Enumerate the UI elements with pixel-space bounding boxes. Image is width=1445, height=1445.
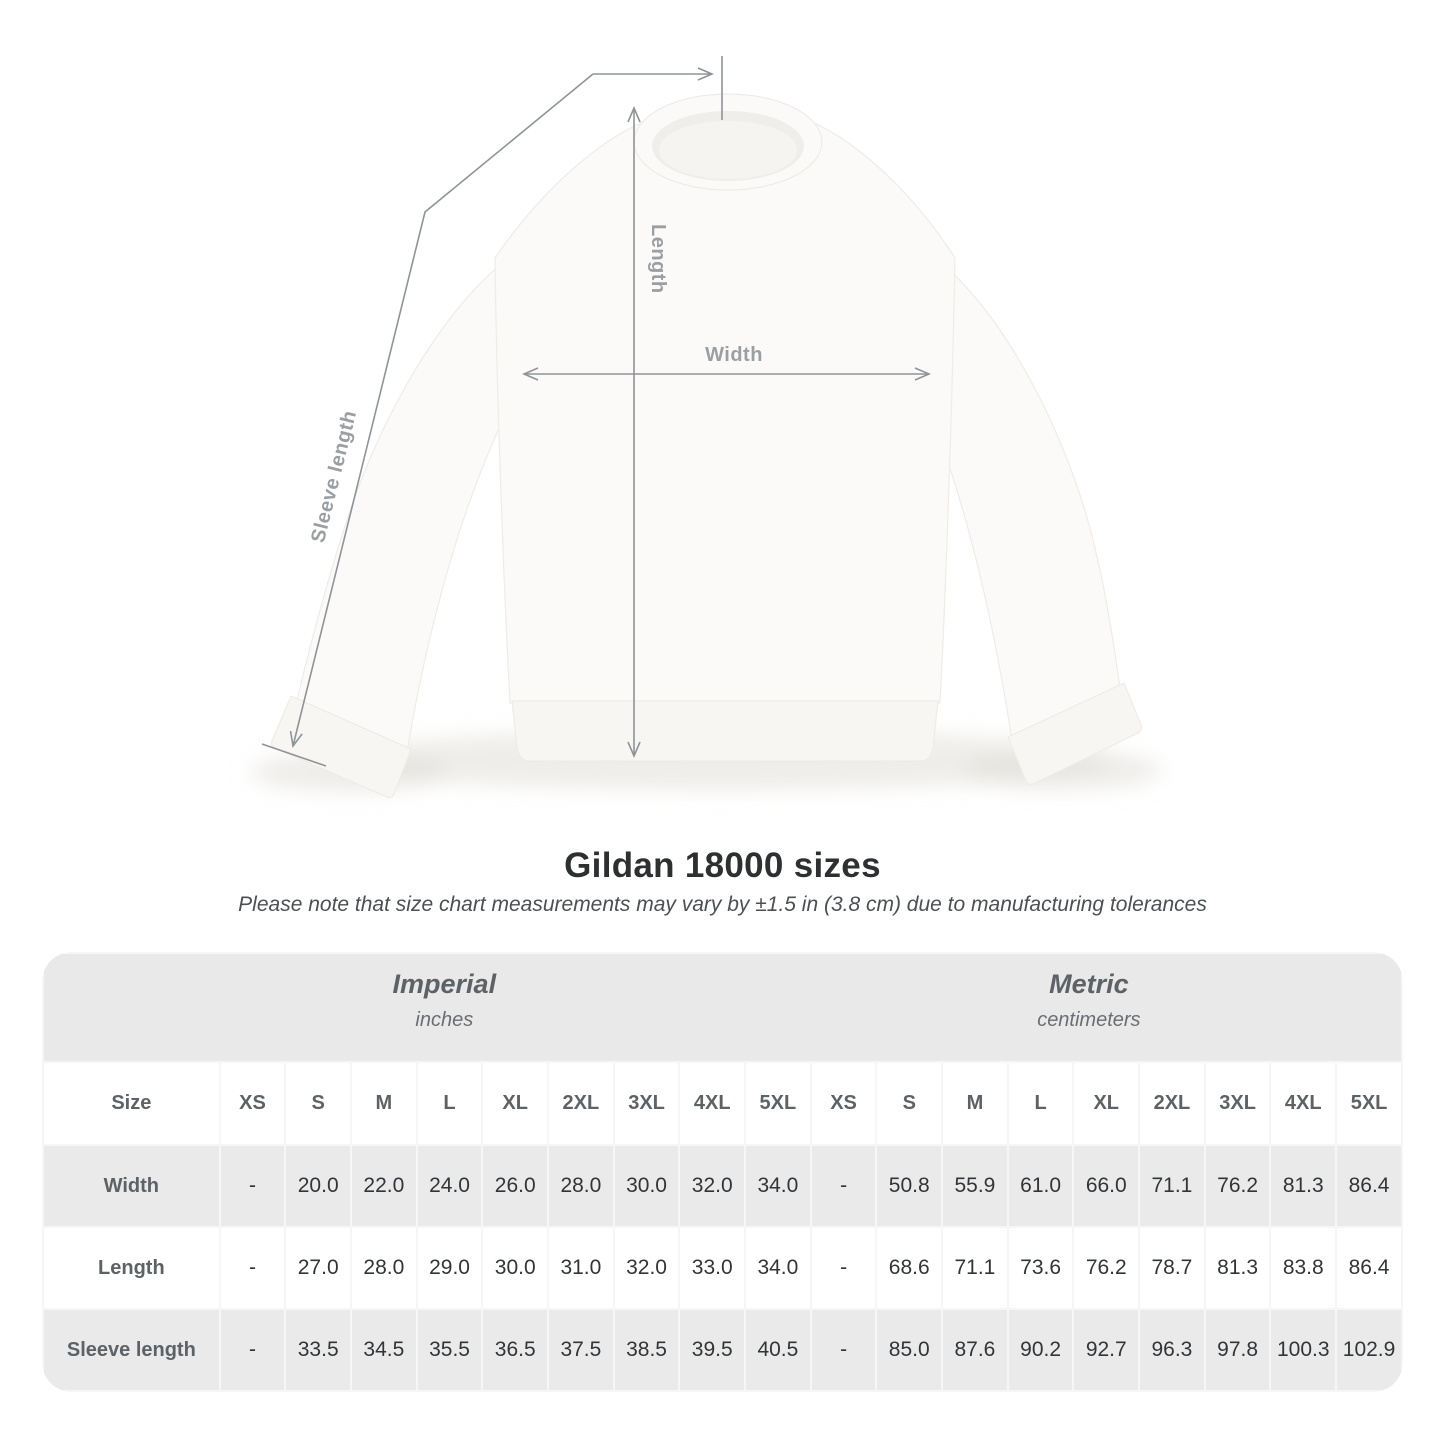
metric-title: Metric: [1049, 969, 1129, 999]
hem-band: [512, 701, 938, 761]
value-cell: 27.0: [285, 1227, 351, 1309]
row-label: Sleeve length: [43, 1309, 220, 1391]
value-cell: 96.3: [1139, 1309, 1205, 1391]
row-label: Width: [43, 1145, 220, 1227]
value-cell: 34.5: [351, 1309, 417, 1391]
size-header-cell: 2XL: [548, 1062, 614, 1145]
size-header-row: [43, 1062, 1402, 1145]
sleeve-length-label: Sleeve length: [307, 408, 362, 545]
size-header-cell: XL: [482, 1062, 548, 1145]
value-cell: 36.5: [482, 1309, 548, 1391]
size-header-cell: S: [876, 1062, 942, 1145]
size-header-cell: 4XL: [679, 1062, 745, 1145]
value-cell: 76.2: [1073, 1227, 1139, 1309]
value-cell: 37.5: [548, 1309, 614, 1391]
width-label: Width: [705, 344, 763, 366]
value-cell: 100.3: [1270, 1309, 1336, 1391]
value-cell: 39.5: [679, 1309, 745, 1391]
size-header-cell: XS: [811, 1062, 877, 1145]
value-cell: 86.4: [1336, 1145, 1402, 1227]
size-header-cell: S: [285, 1062, 351, 1145]
unit-group-metric: [804, 969, 1374, 1032]
value-cell: -: [220, 1145, 286, 1227]
page-title: Gildan 18000 sizes: [564, 846, 881, 885]
size-header-cell: 5XL: [1336, 1062, 1402, 1145]
size-header-cell: 2XL: [1139, 1062, 1205, 1145]
metric-unit: centimeters: [1037, 1009, 1141, 1031]
value-cell: 87.6: [942, 1309, 1008, 1391]
size-header-cell: L: [1008, 1062, 1074, 1145]
size-header-cell: XS: [220, 1062, 286, 1145]
value-cell: 20.0: [285, 1145, 351, 1227]
value-cell: 40.5: [745, 1309, 811, 1391]
value-cell: -: [811, 1145, 877, 1227]
value-cell: 33.0: [679, 1227, 745, 1309]
value-cell: 86.4: [1336, 1227, 1402, 1309]
collar-inner-back: [659, 121, 797, 179]
table-row-sleeve-length: [43, 1309, 1402, 1391]
size-header-cell: 5XL: [745, 1062, 811, 1145]
value-cell: 24.0: [417, 1145, 483, 1227]
size-header-cell: L: [417, 1062, 483, 1145]
row-label: Length: [43, 1227, 220, 1309]
value-cell: -: [220, 1309, 286, 1391]
value-cell: 29.0: [417, 1227, 483, 1309]
value-cell: 78.7: [1139, 1227, 1205, 1309]
value-cell: 34.0: [745, 1227, 811, 1309]
value-cell: 31.0: [548, 1227, 614, 1309]
value-cell: -: [220, 1227, 286, 1309]
value-cell: -: [811, 1227, 877, 1309]
value-cell: 73.6: [1008, 1227, 1074, 1309]
size-header-cell: 3XL: [1205, 1062, 1271, 1145]
size-header-cell: 3XL: [614, 1062, 680, 1145]
value-cell: 26.0: [482, 1145, 548, 1227]
size-column-header: Size: [43, 1062, 220, 1145]
value-cell: 50.8: [876, 1145, 942, 1227]
value-cell: 61.0: [1008, 1145, 1074, 1227]
unit-band-row: [43, 953, 1402, 1062]
value-cell: 35.5: [417, 1309, 483, 1391]
value-cell: 68.6: [876, 1227, 942, 1309]
body-panel: [495, 105, 955, 703]
value-cell: 92.7: [1073, 1309, 1139, 1391]
size-header-cell: M: [351, 1062, 417, 1145]
table-row-length: [43, 1227, 1402, 1309]
value-cell: 97.8: [1205, 1309, 1271, 1391]
size-header-cell: M: [942, 1062, 1008, 1145]
value-cell: 55.9: [942, 1145, 1008, 1227]
value-cell: 22.0: [351, 1145, 417, 1227]
value-cell: 102.9: [1336, 1309, 1402, 1391]
size-chart-table: [42, 952, 1403, 1392]
size-header-cell: 4XL: [1270, 1062, 1336, 1145]
imperial-unit: inches: [415, 1009, 474, 1031]
value-cell: 30.0: [614, 1145, 680, 1227]
length-label: Length: [647, 224, 669, 294]
value-cell: 71.1: [1139, 1145, 1205, 1227]
page-subtitle: Please note that size chart measurements may vary by ±1.5 in (3.8 cm) due to manufacturing tolerances: [238, 893, 1207, 916]
value-cell: 81.3: [1205, 1227, 1271, 1309]
value-cell: 34.0: [745, 1145, 811, 1227]
sweatshirt-illustration: [272, 94, 1142, 797]
value-cell: 81.3: [1270, 1145, 1336, 1227]
value-cell: 38.5: [614, 1309, 680, 1391]
value-cell: -: [811, 1309, 877, 1391]
value-cell: 32.0: [679, 1145, 745, 1227]
value-cell: 90.2: [1008, 1309, 1074, 1391]
value-cell: 32.0: [614, 1227, 680, 1309]
value-cell: 66.0: [1073, 1145, 1139, 1227]
value-cell: 85.0: [876, 1309, 942, 1391]
imperial-title: Imperial: [392, 969, 497, 999]
value-cell: 83.8: [1270, 1227, 1336, 1309]
value-cell: 30.0: [482, 1227, 548, 1309]
value-cell: 71.1: [942, 1227, 1008, 1309]
table-row-width: [43, 1145, 1402, 1227]
size-header-cell: XL: [1073, 1062, 1139, 1145]
value-cell: 33.5: [285, 1309, 351, 1391]
value-cell: 76.2: [1205, 1145, 1271, 1227]
value-cell: 28.0: [548, 1145, 614, 1227]
unit-group-imperial: [85, 969, 804, 1032]
value-cell: 28.0: [351, 1227, 417, 1309]
